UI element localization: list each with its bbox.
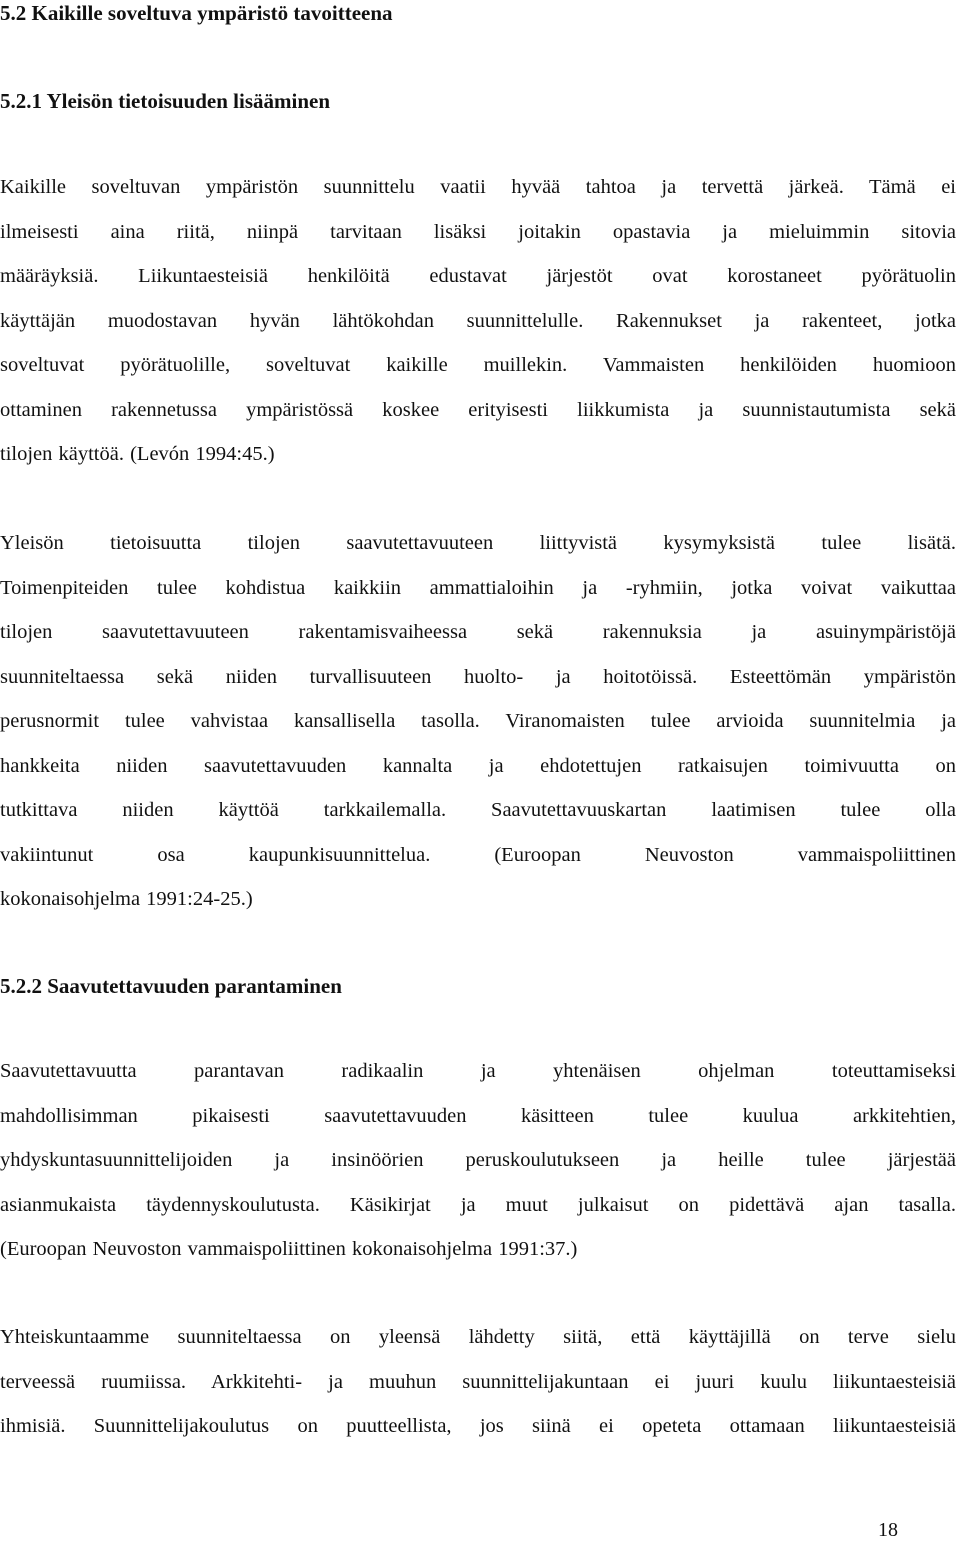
- subsection-heading-5-2-2: 5.2.2 Saavutettavuuden parantaminen: [0, 974, 342, 998]
- paragraph-line: käyttäjän muodostavan hyvän lähtökohdan suunnittelulle. Rakennukset ja rakenteet, jotka: [0, 309, 956, 332]
- paragraph-line: kokonaisohjelma 1991:24-25.): [0, 888, 253, 910]
- paragraph-line: ilmeisesti aina riitä, niinpä tarvitaan lisäksi joitakin opastavia ja mieluimmin sitovia: [0, 220, 956, 243]
- paragraph-line: Toimenpiteiden tulee kohdistua kaikkiin ammattialoihin ja -ryhmiin, jotka voivat vaikuttaa: [0, 576, 956, 599]
- paragraph-line: ottaminen rakennetussa ympäristössä koskee erityisesti liikkumista ja suunnistautumista sekä: [0, 398, 956, 421]
- paragraph-line: Yleisön tietoisuutta tilojen saavutettavuuteen liittyvistä kysymyksistä tulee lisätä.: [0, 532, 956, 554]
- paragraph-line: vakiintunut osa kaupunkisuunnittelua. (Euroopan Neuvoston vammaispoliittinen: [0, 843, 956, 866]
- paragraph-line: suunniteltaessa sekä niiden turvallisuuteen huolto- ja hoitotöissä. Esteettömän ympäristön: [0, 665, 956, 688]
- page-number: 18: [878, 1519, 898, 1541]
- paragraph-4: [0, 1315, 956, 1449]
- paragraph-line: määräyksiä. Liikuntaesteisiä henkilöitä edustavat järjestöt ovat korostaneet pyörätuolin: [0, 265, 956, 287]
- paragraph-line: yhdyskuntasuunnittelijoiden ja insinöörien peruskoulutukseen ja heille tulee järjestää: [0, 1149, 956, 1171]
- paragraph-line: Saavutettavuutta parantavan radikaalin ja yhtenäisen ohjelman toteuttamiseksi: [0, 1060, 956, 1082]
- paragraph-3: [0, 1049, 956, 1272]
- paragraph-1: [0, 165, 956, 477]
- paragraph-line: tilojen käyttöä. (Levón 1994:45.): [0, 443, 275, 465]
- paragraph-line: mahdollisimman pikaisesti saavutettavuuden käsitteen tulee kuulua arkkitehtien,: [0, 1104, 956, 1127]
- paragraph-line: hankkeita niiden saavutettavuuden kannalta ja ehdotettujen ratkaisujen toimivuutta on: [0, 754, 956, 777]
- section-heading-5-2: 5.2 Kaikille soveltuva ympäristö tavoitteena: [0, 1, 393, 25]
- subsection-heading-5-2-1: 5.2.1 Yleisön tietoisuuden lisääminen: [0, 89, 331, 113]
- paragraph-2: [0, 521, 956, 922]
- paragraph-line: tutkittava niiden käyttöä tarkkailemalla. Saavutettavuuskartan laatimisen tulee olla: [0, 799, 956, 821]
- paragraph-line: Kaikille soveltuvan ympäristön suunnittelu vaatii hyvää tahtoa ja tervettä järkeä. Tämä ei: [0, 176, 956, 198]
- paragraph-line: perusnormit tulee vahvistaa kansallisella tasolla. Viranomaisten tulee arvioida suunnitelmia ja: [0, 710, 956, 732]
- paragraph-line: Yhteiskuntaamme suunniteltaessa on yleensä lähdetty siitä, että käyttäjillä on terve sielu: [0, 1326, 956, 1348]
- paragraph-line: tilojen saavutettavuuteen rakentamisvaiheessa sekä rakennuksia ja asuinympäristöjä: [0, 621, 956, 643]
- paragraph-line: (Euroopan Neuvoston vammaispoliittinen kokonaisohjelma 1991:37.): [0, 1238, 578, 1260]
- paragraph-line: soveltuvat pyörätuolille, soveltuvat kaikille muillekin. Vammaisten henkilöiden huomioon: [0, 354, 956, 376]
- paragraph-line: ihmisiä. Suunnittelijakoulutus on puutteellista, jos siinä ei opeteta ottamaan liikuntaesteisiä: [0, 1415, 956, 1437]
- paragraph-line: asianmukaista täydennyskoulutusta. Käsikirjat ja muut julkaisut on pidettävä ajan tasalla.: [0, 1193, 956, 1216]
- paragraph-line: terveessä ruumiissa. Arkkitehti- ja muuhun suunnittelijakuntaan ei juuri kuulu liikuntaesteisiä: [0, 1370, 956, 1393]
